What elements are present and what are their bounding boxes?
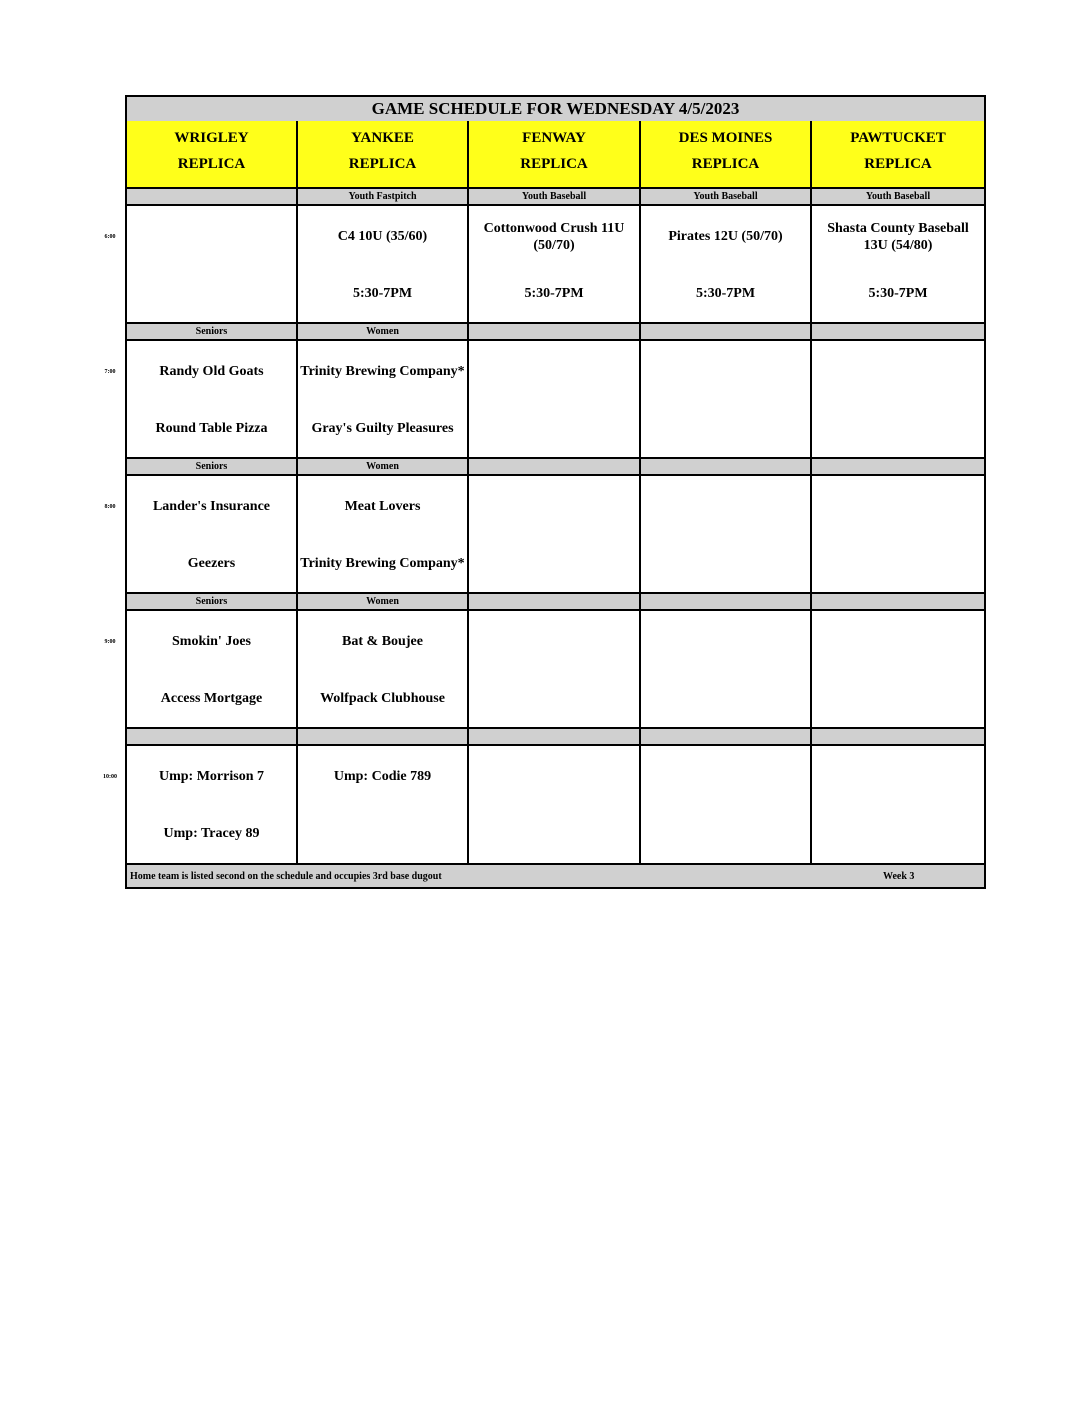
division-label: Youth Baseball: [812, 189, 984, 206]
time-label: 10:00: [103, 774, 117, 780]
game-cell: [298, 746, 469, 864]
division-label: [469, 729, 641, 746]
division-label: [812, 594, 984, 611]
field-name: PAWTUCKET: [850, 130, 946, 146]
game-cell: [127, 206, 298, 324]
game-cell: [641, 611, 812, 729]
division-label: [469, 459, 641, 476]
game-team-bottom: Ump: Tracey 89: [163, 826, 260, 841]
footer-note: Home team is listed second on the schedule and occupies 3rd base dugout: [130, 870, 442, 882]
game-cell: [469, 341, 641, 459]
game-team-top: Ump: Codie 789: [333, 769, 432, 784]
game-cell: [127, 611, 298, 729]
field-subtitle: REPLICA: [348, 156, 417, 172]
division-label: [812, 324, 984, 341]
division-label: Youth Baseball: [469, 189, 641, 206]
game-cell: [641, 746, 812, 864]
field-name: FENWAY: [522, 130, 586, 146]
game-team-bottom: 5:30-7PM: [868, 286, 928, 301]
game-team-top: Bat & Boujee: [342, 634, 423, 649]
division-band: [127, 729, 984, 746]
division-label: [298, 729, 469, 746]
time-label: 8:00: [104, 504, 116, 510]
division-band: [127, 459, 984, 476]
week-label: Week 3: [883, 870, 915, 882]
time-label: 7:00: [104, 369, 116, 375]
division-band: [127, 324, 984, 341]
game-cell: [812, 476, 984, 594]
schedule-sheet: [125, 95, 986, 889]
game-cell: [641, 476, 812, 594]
division-label: [469, 594, 641, 611]
division-label: [812, 459, 984, 476]
field-header-fenway: [469, 121, 641, 189]
game-team-top: Pirates 12U (50/70): [668, 229, 783, 244]
game-cell: [812, 611, 984, 729]
division-label: [127, 729, 298, 746]
game-team-bottom: 5:30-7PM: [352, 286, 413, 301]
game-team-top: Smokin' Joes: [172, 634, 251, 649]
game-team-top: Randy Old Goats: [159, 364, 264, 379]
game-team-bottom: 5:30-7PM: [524, 286, 584, 301]
field-name: YANKEE: [351, 130, 414, 146]
game-team-top: Meat Lovers: [344, 499, 421, 514]
game-cell: [298, 341, 469, 459]
time-label: 6:00: [104, 234, 116, 240]
game-team-bottom: Access Mortgage: [160, 691, 263, 706]
game-cell: [469, 611, 641, 729]
page-title: GAME SCHEDULE FOR WEDNESDAY 4/5/2023: [127, 97, 984, 123]
division-label: Women: [298, 459, 469, 476]
division-label: Women: [298, 324, 469, 341]
field-subtitle: REPLICA: [691, 156, 760, 172]
game-cell: [298, 476, 469, 594]
field-header-row: [127, 121, 984, 189]
game-cell: [127, 746, 298, 864]
division-label: Seniors: [127, 459, 298, 476]
division-label: Seniors: [127, 324, 298, 341]
game-cell: [812, 746, 984, 864]
game-cell: [812, 206, 984, 324]
game-cell: [812, 341, 984, 459]
game-row: [127, 611, 984, 729]
division-label: Youth Baseball: [641, 189, 812, 206]
division-label: [641, 729, 812, 746]
division-label: [469, 324, 641, 341]
footer-bar: [127, 863, 984, 887]
game-cell: [127, 341, 298, 459]
game-cell: [469, 476, 641, 594]
game-cell: [298, 206, 469, 324]
division-label: Youth Fastpitch: [298, 189, 469, 206]
game-team-top: Ump: Morrison 7: [159, 769, 264, 784]
game-team-top: Trinity Brewing Company*: [300, 364, 465, 379]
field-name: WRIGLEY: [174, 130, 249, 146]
game-cell: [641, 206, 812, 324]
game-team-top: C4 10U (35/60): [337, 229, 428, 244]
game-team-bottom: Geezers: [187, 556, 236, 571]
game-team-top: Lander's Insurance: [152, 499, 271, 514]
game-row: [127, 746, 984, 864]
field-subtitle: REPLICA: [864, 156, 932, 172]
game-team-bottom: 5:30-7PM: [695, 286, 756, 301]
game-cell: [469, 206, 641, 324]
field-subtitle: REPLICA: [177, 156, 246, 172]
game-row: [127, 206, 984, 324]
game-team-bottom: Gray's Guilty Pleasures: [311, 421, 454, 436]
division-band: [127, 594, 984, 611]
game-row: [127, 341, 984, 459]
game-team-bottom: Trinity Brewing Company*: [300, 556, 465, 571]
division-label: Women: [298, 594, 469, 611]
game-cell: [469, 746, 641, 864]
division-label: [641, 594, 812, 611]
field-header-yankee: [298, 121, 469, 189]
game-team-top: Shasta County Baseball 13U (54/80): [827, 221, 969, 253]
field-header-pawtucket: [812, 121, 984, 189]
game-cell: [641, 341, 812, 459]
division-band: [127, 189, 984, 206]
field-header-des-moines: [641, 121, 812, 189]
division-label: [641, 459, 812, 476]
game-team-bottom: Round Table Pizza: [155, 421, 268, 436]
division-label: Seniors: [127, 594, 298, 611]
game-cell: [298, 611, 469, 729]
game-row: [127, 476, 984, 594]
time-label: 9:00: [104, 639, 116, 645]
division-label: [127, 189, 298, 206]
field-subtitle: REPLICA: [520, 156, 588, 172]
game-cell: [127, 476, 298, 594]
division-label: [641, 324, 812, 341]
field-header-wrigley: [127, 121, 298, 189]
field-name: DES MOINES: [678, 130, 773, 146]
division-label: [812, 729, 984, 746]
game-team-bottom: Wolfpack Clubhouse: [320, 691, 445, 706]
game-team-top: Cottonwood Crush 11U (50/70): [483, 221, 625, 253]
